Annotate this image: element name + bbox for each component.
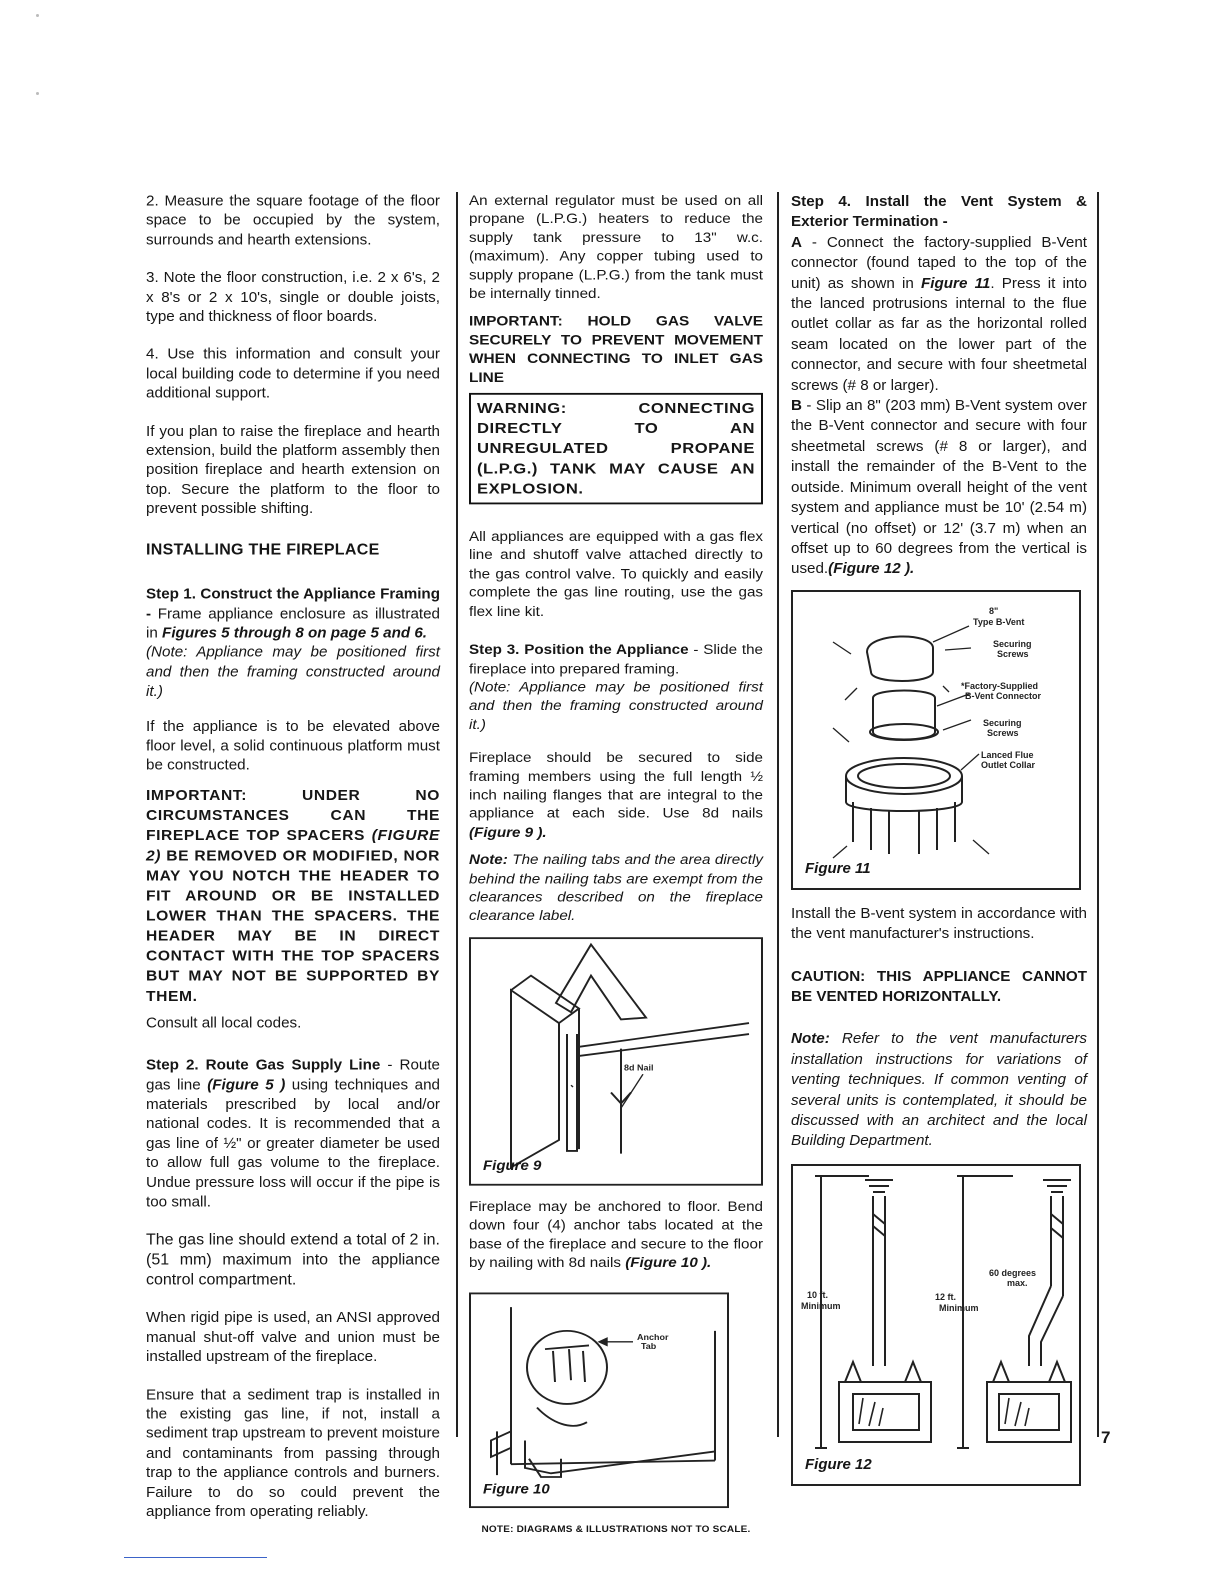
column-3 — [791, 192, 1087, 1500]
paragraph-text: . Press it into the lanced protrusions internal to the flue outlet collar as far as the horizontal rolled seam located on the lower part of the connector, and secure with four sheetmetal screws (# 8 or larger). — [791, 274, 1087, 394]
note-label: Note: — [791, 1030, 830, 1048]
paragraph-letter: B — [791, 397, 802, 415]
step-3 — [469, 641, 763, 734]
important-text: IMPORTANT: UNDER NO CIRCUMSTANCES CAN THE FIREPLACE TOP SPACERS — [146, 787, 440, 844]
figure-11 — [791, 590, 1081, 890]
step-3-note: (Note: Appliance may be positioned first and then the framing constructed around it.) — [469, 679, 763, 733]
paragraph: 3. Note the floor construction, i.e. 2 x 6's, 2 x 8's or 2 x 10's, single or double joists, type and thickness of floor boards. — [146, 269, 440, 325]
step-4-title: Step 4. Install the Vent System & Exterior Termination - — [791, 193, 1087, 231]
figure-9 — [469, 937, 763, 1185]
column-1 — [146, 192, 440, 1540]
fig11-label: Type B-Vent — [973, 616, 1025, 627]
figure-9-illustration — [471, 939, 761, 1184]
fig12-label: 60 degrees — [989, 1267, 1037, 1278]
fig11-label: Lanced Flue — [981, 749, 1034, 760]
step-1-title: Step 1. Construct the Appliance Framing - — [146, 585, 440, 622]
paragraph: If you plan to raise the fireplace and hearth extension, build the platform assembly then position fireplace and hearth extension on top. Secure the platform to the floor to prevent possible shifting. — [146, 423, 440, 518]
note-text: Refer to the vent manufacturers installation instructions for variations of venting techniques. If common venting of several units is contemplated, it should be discussed with an architect and the local Building Department. — [791, 1030, 1087, 1150]
fig11-label: Outlet Collar — [981, 759, 1036, 770]
scale-note: NOTE: DIAGRAMS & ILLUSTRATIONS NOT TO SCALE. — [481, 1524, 751, 1535]
figref: (Figure 12 ). — [828, 560, 915, 578]
column-rule-1 — [456, 192, 458, 1437]
paragraph-letter: A — [791, 233, 802, 251]
fig11-label: Screws — [987, 727, 1019, 738]
scan-edge-line — [124, 1557, 267, 1558]
paragraph: Consult all local codes. — [146, 1014, 302, 1032]
paragraph: Install the B-vent system in accordance with the vent manufacturer's instructions. — [791, 904, 1087, 943]
paragraph: The gas line should extend a total of 2 in. (51 mm) maximum into the appliance control compartment. — [146, 1232, 440, 1289]
note — [791, 1029, 1087, 1151]
column-2 — [469, 192, 763, 1540]
step-2 — [146, 1056, 440, 1212]
paragraph: All appliances are equipped with a gas flex line and shutoff valve attached directly to the gas control valve. To quickly and easily complete the gas line routing, use the gas flex line kit. — [469, 529, 763, 620]
fig11-label: Securing — [993, 638, 1032, 649]
important-text: BE REMOVED OR MODIFIED, NOR MAY YOU NOTCH THE HEADER TO FIT AROUND OR BE INSTALLED LOWER THAN THE SPACERS. THE HEADER MAY BE IN DIRECT CONTACT WITH THE TOP SPACERS BUT MAY NOT BE SUPPORTED BY THEM. — [146, 847, 440, 1005]
important-figref: (FIGURE 2) — [146, 827, 440, 864]
paragraph — [469, 1198, 763, 1273]
step-2-text: using techniques and materials prescribed by local and/or national codes. It is recommended that a gas line of ½" or greater diameter be used to allow full gas volume to the fireplace. Undue pressure loss will occur if the pipe is too small. — [146, 1076, 440, 1211]
section-heading: INSTALLING THE FIREPLACE — [146, 541, 380, 558]
step-3-title: Step 3. Position the Appliance — [469, 642, 689, 658]
paragraph-text: Fireplace should be secured to side framing members using the full length ½ inch nailing flanges that are integral to the appliance at each side. Use 8d nails — [469, 750, 763, 822]
scan-mark — [36, 92, 39, 95]
paragraph-text: - Connect the factory-supplied B-Vent connector (found taped to the top of the unit) as shown in — [791, 233, 1087, 292]
fig11-label: Securing — [983, 717, 1022, 728]
fig11-label: B-Vent Connector — [965, 690, 1042, 701]
figure-10 — [469, 1293, 729, 1509]
page-number: 7 — [1101, 1428, 1111, 1447]
step-1-note: (Note: Appliance may be positioned first and then the framing constructed around it.) — [146, 644, 440, 700]
figure-11-caption: Figure 11 — [805, 860, 871, 878]
paragraph: If the appliance is to be elevated above floor level, a solid continuous platform must be constructed. — [146, 718, 440, 774]
figure-11-illustration — [793, 592, 1079, 888]
fig9-label-nail: 8d Nail — [624, 1062, 654, 1073]
fig11-label: *Factory-Supplied — [961, 680, 1039, 691]
paragraph: An external regulator must be used on all propane (L.P.G.) heaters to reduce the supply tank pressure to 13" w.c. (maximum). Any copper tubing used to supply propane (L.P.G.) from the tank must be internally tinned. — [469, 192, 763, 302]
figure-9-caption: Figure 9 — [483, 1158, 542, 1175]
fig12-label: 10 ft. — [807, 1289, 829, 1300]
important-notice — [146, 785, 440, 1006]
paragraph-a — [791, 233, 1087, 396]
step-3-text: - Slide the fireplace into prepared framing. — [469, 642, 763, 677]
note-label: Note: — [469, 852, 508, 868]
figref: (Figure 10 ). — [625, 1255, 712, 1271]
step-1-text: Frame appliance enclosure as illustrated in — [146, 605, 440, 642]
step-2-figref: (Figure 5 ) — [207, 1076, 286, 1094]
fig12-label: 12 ft. — [935, 1291, 957, 1302]
paragraph — [469, 749, 763, 842]
note — [469, 852, 763, 927]
figure-12 — [791, 1164, 1081, 1486]
note-text: The nailing tabs and the area directly behind the nailing tabs are exempt from the clearances described on the fireplace clearance label. — [469, 852, 763, 924]
paragraph-b — [791, 396, 1087, 580]
column-rule-3 — [1097, 192, 1099, 1437]
step-2-title: Step 2. Route Gas Supply Line — [146, 1057, 381, 1074]
paragraph: 2. Measure the square footage of the floor space to be occupied by the system, surrounds and hearth extensions. — [146, 192, 440, 249]
paragraph-text: - Slip an 8" (203 mm) B-Vent system over the B-Vent connector and secure with four sheetmetal screws (# 8 or larger), and install the remainder of the B-Vent to the outside. Minimum overall height of the vent system and appliance must be 10' (2.54 m) vertical (no offset) or 12' (3.7 m) when an offset up to 60 degrees from the vertical is used. — [791, 397, 1087, 578]
paragraph: 4. Use this information and consult your local building code to determine if you need additional support. — [146, 346, 440, 402]
fig12-label: Minimum — [939, 1302, 979, 1313]
step-2-text: - Route gas line — [146, 1057, 440, 1094]
fig12-label: Minimum — [801, 1300, 841, 1311]
fig10-label-anchor: Anchor — [637, 1332, 669, 1343]
figure-10-illustration — [471, 1295, 727, 1507]
figref: Figure 11 — [921, 274, 991, 292]
important-notice: IMPORTANT: HOLD GAS VALVE SECURELY TO PREVENT MOVEMENT WHEN CONNECTING TO INLET GAS LINE — [469, 313, 763, 386]
fig11-label: Screws — [997, 648, 1029, 659]
fig10-label-tab: Tab — [641, 1341, 657, 1352]
column-rule-2 — [777, 192, 779, 1437]
figure-10-caption: Figure 10 — [483, 1481, 550, 1498]
fig12-label: max. — [1007, 1277, 1028, 1288]
scan-mark — [36, 14, 39, 17]
step-1-figref: Figures 5 through 8 on page 5 and 6. — [162, 624, 428, 642]
figure-12-illustration — [793, 1166, 1079, 1484]
fig11-label: 8" — [989, 605, 999, 616]
figref: (Figure 9 ). — [469, 824, 547, 841]
paragraph-text: Fireplace may be anchored to floor. Bend down four (4) anchor tabs located at the base of the fireplace and secure to the floor by nailing with 8d nails — [469, 1199, 763, 1271]
paragraph: When rigid pipe is used, an ANSI approved manual shut-off valve and union must be installed upstream of the fireplace. — [146, 1309, 440, 1366]
step-1 — [146, 585, 440, 702]
figure-12-caption: Figure 12 — [805, 1456, 872, 1474]
caution-notice: CAUTION: THIS APPLIANCE CANNOT BE VENTED HORIZONTALLY. — [791, 967, 1087, 1005]
warning-box: WARNING: CONNECTING DIRECTLY TO AN UNREGULATED PROPANE (L.P.G.) TANK MAY CAUSE AN EXPLOSION. — [469, 393, 763, 504]
paragraph: Ensure that a sediment trap is installed in the existing gas line, if not, install a sediment trap upstream to prevent moisture and contaminants from passing through trap to the appliance controls and burners. Failure to do so could prevent the appliance from operating reliably. — [146, 1386, 440, 1520]
